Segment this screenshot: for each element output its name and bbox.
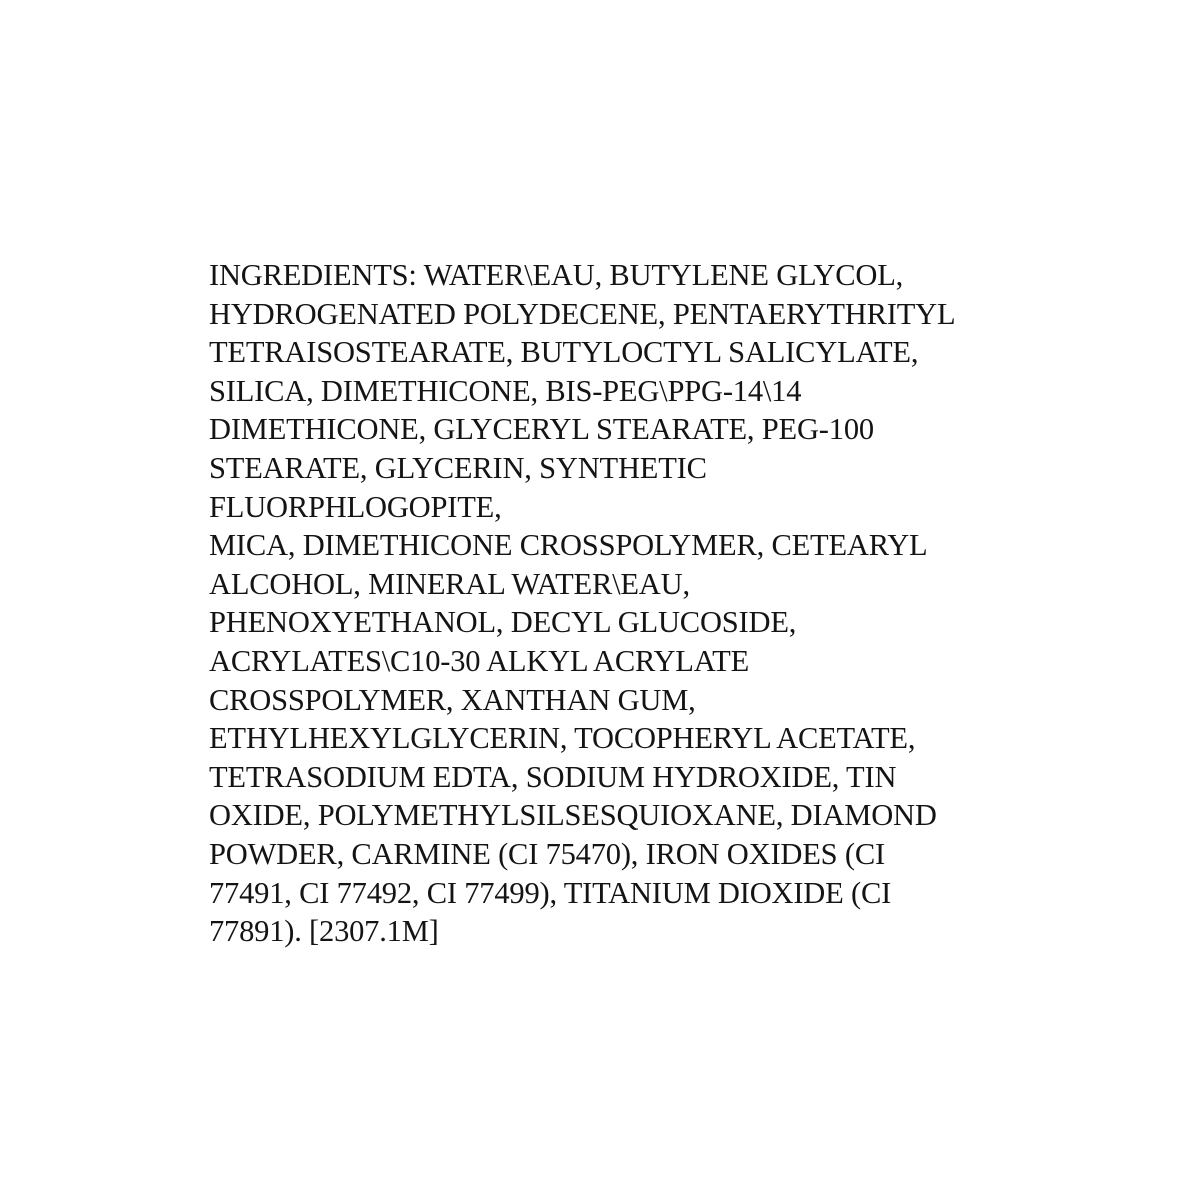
ingredients-line: TETRAISOSTEARATE, BUTYLOCTYL SALICYLATE, bbox=[209, 335, 919, 370]
ingredients-line: ACRYLATES\C10-30 ALKYL ACRYLATE bbox=[209, 643, 750, 678]
ingredients-line: HYDROGENATED POLYDECENE, PENTAERYTHRITYL bbox=[209, 296, 956, 331]
ingredients-line: MICA, DIMETHICONE CROSSPOLYMER, CETEARYL bbox=[209, 528, 928, 563]
ingredients-line: SILICA, DIMETHICONE, BIS-PEG\PPG-14\14 bbox=[209, 373, 802, 408]
ingredients-line: OXIDE, POLYMETHYLSILSESQUIOXANE, DIAMOND bbox=[209, 798, 937, 833]
ingredients-line: 77491, CI 77492, CI 77499), TITANIUM DIOXIDE (CI bbox=[209, 875, 892, 910]
ingredients-line: ETHYLHEXYLGLYCERIN, TOCOPHERYL ACETATE, bbox=[209, 721, 916, 756]
ingredients-line: POWDER, CARMINE (CI 75470), IRON OXIDES (CI bbox=[209, 836, 885, 871]
ingredients-line: 77891). [2307.1M] bbox=[209, 914, 439, 949]
ingredients-line: ALCOHOL, MINERAL WATER\EAU, bbox=[209, 566, 690, 601]
ingredients-line: TETRASODIUM EDTA, SODIUM HYDROXIDE, TIN bbox=[209, 759, 897, 794]
ingredients-line: DIMETHICONE, GLYCERYL STEARATE, PEG-100 bbox=[209, 412, 874, 447]
ingredients-line: INGREDIENTS: WATER\EAU, BUTYLENE GLYCOL, bbox=[209, 258, 904, 292]
ingredients-line: FLUORPHLOGOPITE, bbox=[209, 489, 502, 524]
ingredients-list bbox=[209, 256, 1169, 951]
ingredients-line: STEARATE, GLYCERIN, SYNTHETIC bbox=[209, 450, 707, 485]
ingredients-line: CROSSPOLYMER, XANTHAN GUM, bbox=[209, 682, 696, 717]
ingredients-line: PHENOXYETHANOL, DECYL GLUCOSIDE, bbox=[209, 605, 797, 640]
